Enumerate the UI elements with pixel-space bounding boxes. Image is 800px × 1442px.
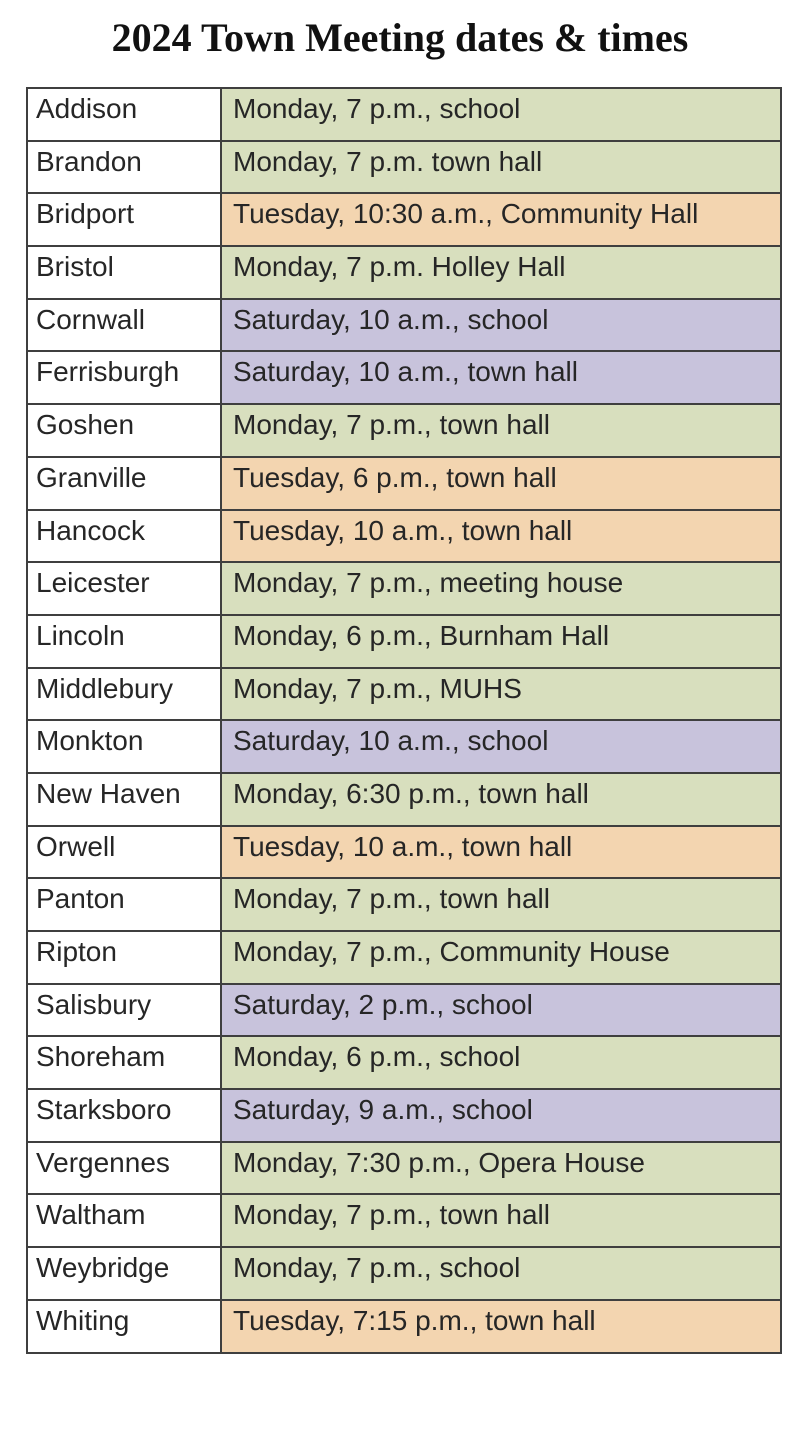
meeting-details-cell: Monday, 6 p.m., Burnham Hall	[221, 615, 781, 668]
town-name-cell: Bridport	[27, 193, 221, 246]
town-name-cell: Goshen	[27, 404, 221, 457]
meeting-details-cell: Monday, 7:30 p.m., Opera House	[221, 1142, 781, 1195]
meeting-details-cell: Monday, 7 p.m. town hall	[221, 141, 781, 194]
meeting-details-cell: Saturday, 10 a.m., town hall	[221, 351, 781, 404]
table-row	[27, 404, 781, 457]
town-name-cell: Hancock	[27, 510, 221, 563]
table-row	[27, 351, 781, 404]
meeting-table-body	[27, 88, 781, 1353]
table-row	[27, 931, 781, 984]
town-name-cell: Cornwall	[27, 299, 221, 352]
town-name-cell: Granville	[27, 457, 221, 510]
meeting-details-cell: Monday, 6 p.m., school	[221, 1036, 781, 1089]
town-name-cell: Panton	[27, 878, 221, 931]
table-row	[27, 457, 781, 510]
table-row	[27, 1142, 781, 1195]
town-name-cell: Vergennes	[27, 1142, 221, 1195]
table-row	[27, 668, 781, 721]
table-row	[27, 246, 781, 299]
meeting-details-cell: Monday, 7 p.m., town hall	[221, 1194, 781, 1247]
meeting-details-cell: Monday, 7 p.m. Holley Hall	[221, 246, 781, 299]
town-name-cell: New Haven	[27, 773, 221, 826]
town-name-cell: Monkton	[27, 720, 221, 773]
meeting-details-cell: Tuesday, 7:15 p.m., town hall	[221, 1300, 781, 1353]
meeting-details-cell: Tuesday, 6 p.m., town hall	[221, 457, 781, 510]
table-row	[27, 773, 781, 826]
table-row	[27, 193, 781, 246]
meeting-details-cell: Monday, 7 p.m., town hall	[221, 404, 781, 457]
meeting-details-cell: Tuesday, 10 a.m., town hall	[221, 826, 781, 879]
page-title: 2024 Town Meeting dates & times	[111, 15, 689, 60]
town-name-cell: Addison	[27, 88, 221, 141]
meeting-details-cell: Monday, 7 p.m., town hall	[221, 878, 781, 931]
town-name-cell: Bristol	[27, 246, 221, 299]
table-row	[27, 1247, 781, 1300]
meeting-details-cell: Saturday, 10 a.m., school	[221, 299, 781, 352]
meeting-details-cell: Monday, 7 p.m., Community House	[221, 931, 781, 984]
town-name-cell: Orwell	[27, 826, 221, 879]
table-row	[27, 1300, 781, 1353]
meeting-table	[26, 87, 782, 1354]
town-name-cell: Salisbury	[27, 984, 221, 1037]
table-row	[27, 510, 781, 563]
table-row	[27, 826, 781, 879]
town-name-cell: Ferrisburgh	[27, 351, 221, 404]
meeting-details-cell: Monday, 7 p.m., meeting house	[221, 562, 781, 615]
meeting-details-cell: Saturday, 10 a.m., school	[221, 720, 781, 773]
meeting-details-cell: Tuesday, 10:30 a.m., Community Hall	[221, 193, 781, 246]
table-row	[27, 1036, 781, 1089]
meeting-details-cell: Monday, 7 p.m., school	[221, 88, 781, 141]
town-name-cell: Whiting	[27, 1300, 221, 1353]
table-row	[27, 1089, 781, 1142]
table-row	[27, 88, 781, 141]
table-row	[27, 720, 781, 773]
table-row	[27, 299, 781, 352]
town-name-cell: Starksboro	[27, 1089, 221, 1142]
town-name-cell: Leicester	[27, 562, 221, 615]
table-row	[27, 615, 781, 668]
table-row	[27, 562, 781, 615]
town-name-cell: Middlebury	[27, 668, 221, 721]
town-name-cell: Ripton	[27, 931, 221, 984]
meeting-details-cell: Saturday, 2 p.m., school	[221, 984, 781, 1037]
town-name-cell: Brandon	[27, 141, 221, 194]
meeting-details-cell: Monday, 7 p.m., school	[221, 1247, 781, 1300]
table-row	[27, 984, 781, 1037]
town-name-cell: Shoreham	[27, 1036, 221, 1089]
table-row	[27, 1194, 781, 1247]
table-row	[27, 878, 781, 931]
town-name-cell: Waltham	[27, 1194, 221, 1247]
town-name-cell: Weybridge	[27, 1247, 221, 1300]
town-name-cell: Lincoln	[27, 615, 221, 668]
meeting-details-cell: Monday, 6:30 p.m., town hall	[221, 773, 781, 826]
meeting-details-cell: Tuesday, 10 a.m., town hall	[221, 510, 781, 563]
meeting-details-cell: Monday, 7 p.m., MUHS	[221, 668, 781, 721]
table-row	[27, 141, 781, 194]
meeting-details-cell: Saturday, 9 a.m., school	[221, 1089, 781, 1142]
